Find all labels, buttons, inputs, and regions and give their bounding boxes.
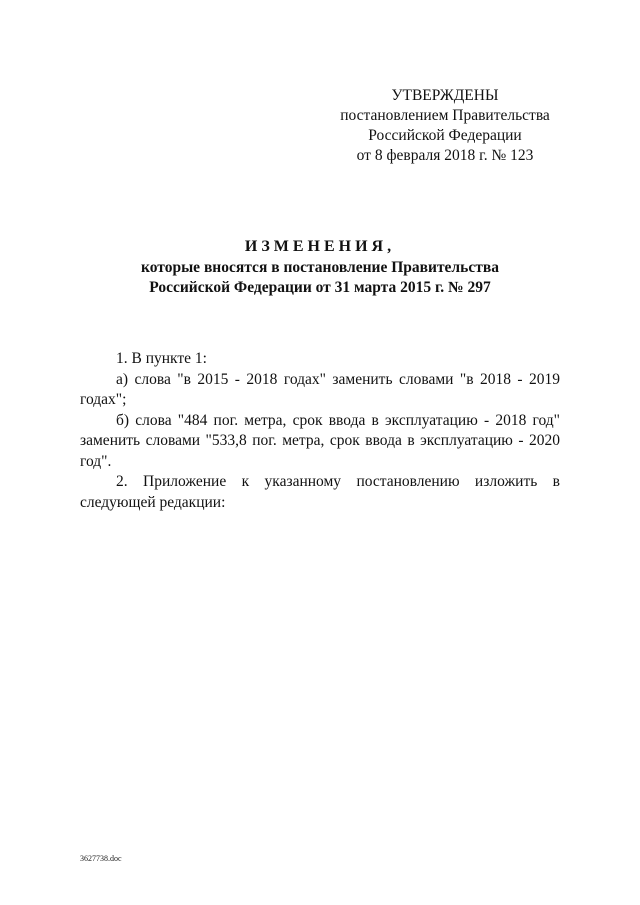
footer-filename: 3627738.doc xyxy=(80,854,122,863)
title-subtitle-line1: которые вносятся в постановление Правительства xyxy=(141,259,499,276)
paragraph-2: 2. Приложение к указанному постановлению изложить в следующей редакции: xyxy=(80,473,560,511)
approval-issuer: постановлением Правительства xyxy=(340,107,550,124)
paragraph-1a: а) слова "в 2015 - 2018 годах" заменить словами "в 2018 - 2019 годах"; xyxy=(80,370,560,408)
approval-issuer-country: Российской Федерации xyxy=(368,127,522,144)
document-body xyxy=(80,349,560,513)
approval-stamp xyxy=(330,86,560,166)
approval-date-number: от 8 февраля 2018 г. № 123 xyxy=(356,147,534,164)
paragraph-1: 1. В пункте 1: xyxy=(116,350,207,367)
approval-heading: УТВЕРЖДЕНЫ xyxy=(391,87,499,104)
title-subtitle-line2: Российской Федерации от 31 марта 2015 г. № 297 xyxy=(149,279,491,296)
title-main: ИЗМЕНЕНИЯ, xyxy=(244,238,396,255)
document-title xyxy=(80,236,560,298)
paragraph-1b: б) слова "484 пог. метра, срок ввода в эксплуатацию - 2018 год" заменить словами "533,8 пог. метра, срок ввода в эксплуатацию - 2020 год". xyxy=(80,411,560,470)
